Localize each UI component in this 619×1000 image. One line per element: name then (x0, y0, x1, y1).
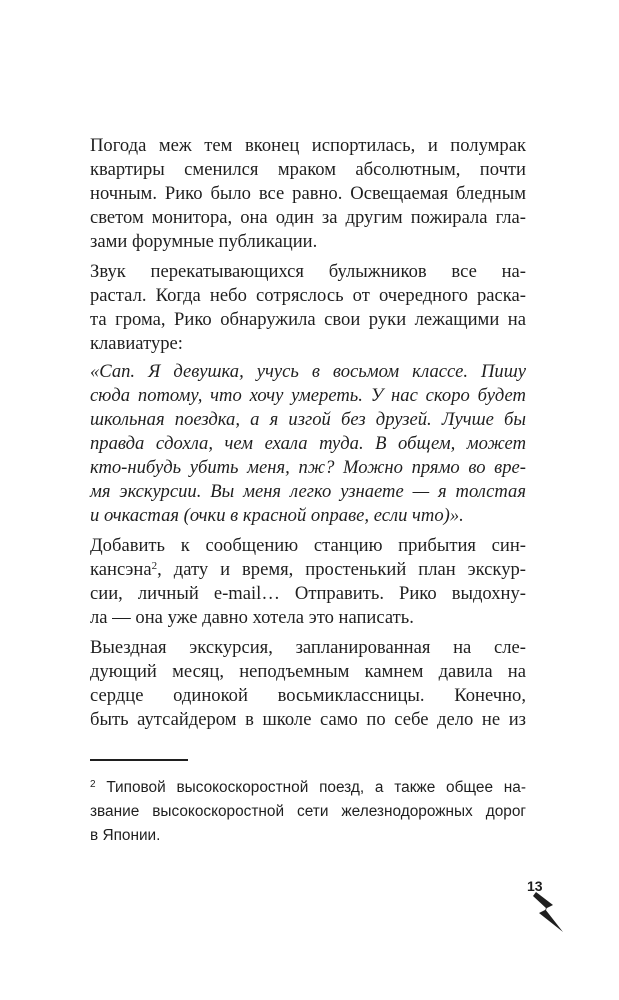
body-text: кансэна (90, 559, 152, 580)
quote-line: и очкастая (очки в красной оправе, если что)». (90, 505, 464, 526)
quote-line: сюда потому, что хочу умереть. У нас скоро будет (90, 385, 526, 406)
lightning-bolt-icon (533, 892, 565, 932)
footnote-marker: 2 (90, 779, 96, 790)
body-line: квартиры сменился мраком абсолютным, почти (90, 159, 526, 180)
body-line: растал. Когда небо сотряслось от очередного раска- (90, 285, 526, 306)
footnote-text: Типовой высокоскоростной поезд, а также общее на- (95, 779, 526, 796)
quote-line: «Сап. Я девушка, учусь в восьмом классе. Пишу (90, 361, 526, 382)
body-line: Погода меж тем вконец испортилась, и полумрак (90, 135, 526, 156)
page-number: 13 (527, 878, 543, 894)
footnote-line: звание высокоскоростной сети железнодорожных дорог (90, 803, 526, 820)
body-line: ла — она уже давно хотела это написать. (90, 607, 414, 628)
footnote-reference[interactable]: 2 (151, 560, 158, 572)
body-line: Выездная экскурсия, запланированная на сле- (90, 637, 526, 658)
body-line: зами форумные публикации. (90, 231, 318, 252)
body-line: клавиатуре: (90, 333, 183, 354)
body-line: дующий месяц, неподъемным камнем давила на (90, 661, 526, 682)
body-line: Добавить к сообщению станцию прибытия син- (90, 535, 526, 556)
quote-line: правда сдохла, чем ехала туда. В общем, может (90, 433, 526, 454)
body-line: быть аутсайдером в школе само по себе дело не из (90, 709, 526, 730)
quote-line: кто-нибудь убить меня, пж? Можно прямо во вре- (90, 457, 526, 478)
footnote-divider (90, 759, 188, 761)
quote-line: мя экскурсии. Вы меня легко узнаете — я толстая (90, 481, 526, 502)
quote-line: школьная поездка, а я изгой без друзей. Лучше бы (90, 409, 526, 430)
body-text: , дату и время, простенький план экскур- (157, 559, 526, 580)
body-line: сердце одинокой восьмиклассницы. Конечно, (90, 685, 526, 706)
body-line: светом монитора, она один за другим пожирала гла- (90, 207, 526, 228)
body-line: сии, личный e-mail… Отправить. Рико выдохну- (90, 583, 526, 604)
footnote-line: в Японии. (90, 827, 161, 844)
body-line: ночным. Рико было все равно. Освещаемая бледным (90, 183, 526, 204)
body-line: Звук перекатывающихся булыжников все на- (90, 261, 526, 282)
footnote-line (90, 776, 526, 800)
body-line (90, 558, 526, 582)
body-line: та грома, Рико обнаружила свои руки лежащими на (90, 309, 526, 330)
